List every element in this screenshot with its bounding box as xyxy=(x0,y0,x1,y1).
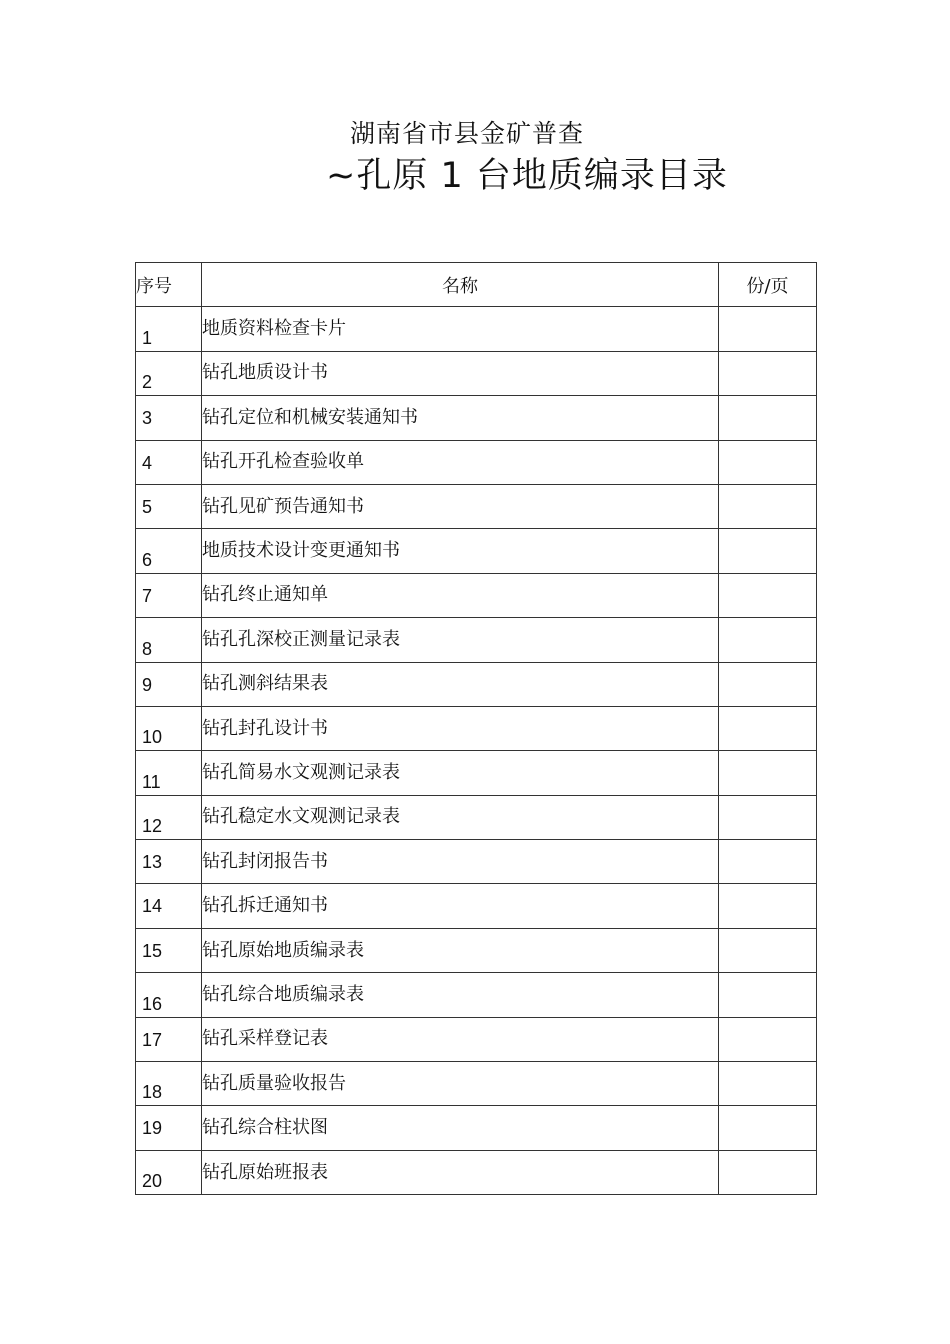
table-row xyxy=(136,529,817,573)
row-name: 钻孔孔深校正测量记录表 xyxy=(202,618,719,662)
row-number: 2 xyxy=(136,351,202,395)
table-row xyxy=(136,573,817,617)
row-number: 9 xyxy=(136,662,202,706)
header-copies-pages: 份/页 xyxy=(719,263,817,307)
document-title-line2: ~孔原 1 台地质编录目录 xyxy=(326,156,728,196)
row-name: 钻孔终止通知单 xyxy=(202,573,719,617)
row-number: 8 xyxy=(136,618,202,662)
row-number: 13 xyxy=(136,840,202,884)
row-pages xyxy=(719,973,817,1017)
row-name: 钻孔综合柱状图 xyxy=(202,1106,719,1150)
row-name: 钻孔原始班报表 xyxy=(202,1150,719,1194)
row-pages xyxy=(719,618,817,662)
row-number: 3 xyxy=(136,396,202,440)
row-number: 7 xyxy=(136,573,202,617)
row-pages xyxy=(719,529,817,573)
row-name: 钻孔见矿预告通知书 xyxy=(202,484,719,528)
table-row xyxy=(136,396,817,440)
row-number: 14 xyxy=(136,884,202,928)
catalog-table xyxy=(135,262,817,1195)
row-number: 16 xyxy=(136,973,202,1017)
document-title-line1: 湖南省市县金矿普查 xyxy=(350,119,585,148)
row-number: 12 xyxy=(136,795,202,839)
row-name: 钻孔综合地质编录表 xyxy=(202,973,719,1017)
row-pages xyxy=(719,884,817,928)
row-name: 钻孔开孔检查验收单 xyxy=(202,440,719,484)
table-row xyxy=(136,484,817,528)
row-pages xyxy=(719,751,817,795)
row-name: 钻孔封闭报告书 xyxy=(202,840,719,884)
row-name: 钻孔采样登记表 xyxy=(202,1017,719,1061)
row-name: 钻孔拆迁通知书 xyxy=(202,884,719,928)
table-row xyxy=(136,1150,817,1194)
row-pages xyxy=(719,1062,817,1106)
row-pages xyxy=(719,928,817,972)
row-pages xyxy=(719,440,817,484)
row-number: 6 xyxy=(136,529,202,573)
row-number: 10 xyxy=(136,706,202,750)
row-name: 钻孔原始地质编录表 xyxy=(202,928,719,972)
row-pages xyxy=(719,662,817,706)
row-pages xyxy=(719,573,817,617)
row-name: 钻孔地质设计书 xyxy=(202,351,719,395)
header-serial-number: 序号 xyxy=(136,263,202,307)
row-number: 5 xyxy=(136,484,202,528)
row-name: 地质技术设计变更通知书 xyxy=(202,529,719,573)
row-number: 4 xyxy=(136,440,202,484)
row-pages xyxy=(719,706,817,750)
table-row xyxy=(136,973,817,1017)
row-number: 19 xyxy=(136,1106,202,1150)
row-number: 11 xyxy=(136,751,202,795)
row-name: 钻孔稳定水文观测记录表 xyxy=(202,795,719,839)
row-number: 18 xyxy=(136,1062,202,1106)
table-row xyxy=(136,440,817,484)
table-row xyxy=(136,706,817,750)
table-row xyxy=(136,840,817,884)
table-header-row xyxy=(136,263,817,307)
table-row xyxy=(136,618,817,662)
row-number: 15 xyxy=(136,928,202,972)
row-name: 钻孔测斜结果表 xyxy=(202,662,719,706)
row-pages xyxy=(719,1017,817,1061)
row-pages xyxy=(719,351,817,395)
table-row xyxy=(136,928,817,972)
table-row xyxy=(136,751,817,795)
row-number: 20 xyxy=(136,1150,202,1194)
row-name: 钻孔定位和机械安装通知书 xyxy=(202,396,719,440)
row-name: 地质资料检查卡片 xyxy=(202,307,719,351)
row-name: 钻孔质量验收报告 xyxy=(202,1062,719,1106)
table-row xyxy=(136,1017,817,1061)
table-row xyxy=(136,1062,817,1106)
row-number: 1 xyxy=(136,307,202,351)
row-pages xyxy=(719,396,817,440)
table-row xyxy=(136,795,817,839)
table-row xyxy=(136,662,817,706)
row-pages xyxy=(719,1150,817,1194)
table-row xyxy=(136,884,817,928)
row-pages xyxy=(719,795,817,839)
row-name: 钻孔封孔设计书 xyxy=(202,706,719,750)
table-row xyxy=(136,351,817,395)
header-name: 名称 xyxy=(202,263,719,307)
table-row xyxy=(136,307,817,351)
row-number: 17 xyxy=(136,1017,202,1061)
row-pages xyxy=(719,307,817,351)
table-row xyxy=(136,1106,817,1150)
row-name: 钻孔简易水文观测记录表 xyxy=(202,751,719,795)
row-pages xyxy=(719,840,817,884)
row-pages xyxy=(719,1106,817,1150)
row-pages xyxy=(719,484,817,528)
